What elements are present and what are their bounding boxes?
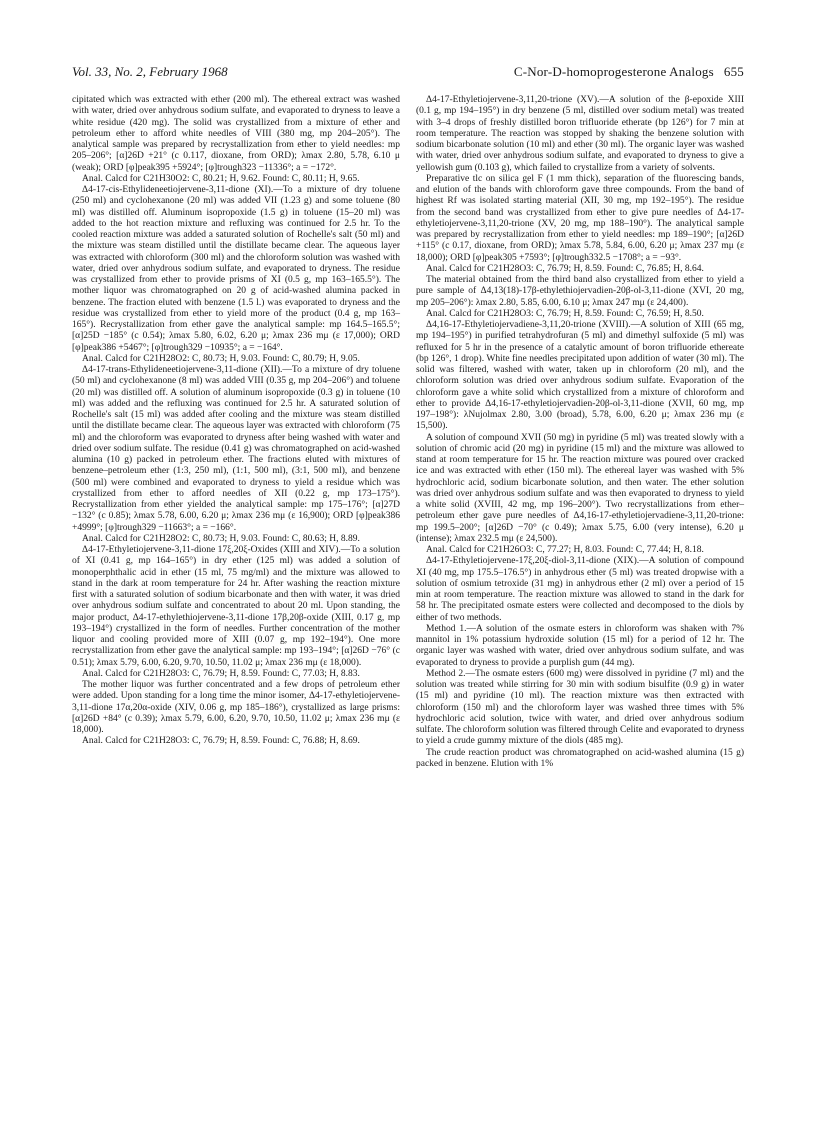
running-title: C-Nor-D-homoprogesterone Analogs	[513, 64, 714, 79]
paragraph: Anal. Calcd for C21H28O3: C, 76.79; H, 8.59. Found: C, 76.85; H, 8.64.	[426, 263, 704, 274]
page-header	[72, 64, 744, 82]
journal-citation: Vol. 33, No. 2, February 1968	[72, 64, 228, 79]
paragraph: Δ4-17-Ethyletiojervene-3,11-dione 17ξ,20ξ-Oxides (XIII and XIV).—To a solution of XI (0.41 g, mp 164–165°) in dry ether (125 ml) was added a solution of monoperphthalic acid in ether (15 ml, 75 mg/ml) and the mixture was allowed to stand in the dark at room temperature for 24 hr. After washing the reaction mixture first with a saturated solution of sodium bicarbonate and then with water, it was dried over anhydrous sodium sulfate and concentrated to about 20 ml. Upon standing, the major product, Δ4-17-ethylethiojervene-3,11-dione 17β,20β-oxide (XIII, 0.17 g, mp 193–194°) crystallized in the form of needles. Further concentration of the mother liquor and cooling provided more of XIII (0.07 g, mp 192–194°). One more recrystallization from ether gave the analytical sample: mp 193–194°; [α]26D −76° (c 0.51); λmax 5.79, 6.00, 6.20, 9.70, 10.50, 11.02 μ; λmax 236 mμ (ε 18,000).	[72, 545, 400, 668]
paragraph: Δ4-17-cis-Ethylideneetiojervene-3,11-dione (XI).—To a mixture of dry toluene (250 ml) and cyclohexanone (20 ml) was added VII (1.23 g) and some toluene (80 ml) was distilled off. Aluminum isopropoxide (1.5 g) in toluene (15–20 ml) was added to the hot reaction mixture and refluxing was continued for 2.5 hr. To the cooled reaction mixture was added a saturated solution of Rochelle's salt (50 ml) and the mixture was steam distilled until the distillate became clear. The aqueous layer was extracted with chloroform (300 ml) and the chloroform solution was washed with water, dried over anhydrous sodium sulfate, and evaporated to dryness. The residue was crystallized from ether to provide prisms of XI (0.5 g, mp 163–165.5°). The mother liquor was chromatographed on 20 g of acid-washed alumina packed in benzene. The fraction eluted with benzene (1.5 l.) was evaporated to dryness and the residue was crystallized from ether to yield more of the product (0.4 g, mp 163–165°). Recrystallization from ether gave the analytical sample: mp 164.5–165.5°; [α]25D −185° (c 0.54); λmax 5.80, 6.02, 6.20 μ; λmax 236 mμ (ε 17,000); ORD [φ]peak386 +5467°; [φ]trough329 −10935°; a = −164°.	[72, 185, 400, 353]
running-title-block	[514, 64, 744, 80]
paragraph: Method 2.—The osmate esters (600 mg) were dissolved in pyridine (7 ml) and the solution was treated while stirring for 30 min with sodium bisulfite (0.9 g) in water (15 ml) and pyridine (10 ml). The reaction mixture was then extracted with chloroform (150 ml) and the chloroform layer was washed three times with 5% hydrochloric acid solution, twice with water, and dried over anhydrous sodium sulfate. The chloroform solution was filtered through Celite and evaporated to dryness to yield a crude gummy mixture of the diols (485 mg).	[416, 668, 745, 747]
paragraph: Preparative tlc on silica gel F (1 mm thick), separation of the fluorescing bands, and elution of the bands with chloroform gave three compounds. From the band of highest Rf was isolated starting material (XII, 30 mg, mp 192–195°). The residue from the second band was crystallized from ether to give pure needles of Δ4-17-ethyletiojervene-3,11,20-trione (XV, 20 mg, mp 188–190°). The analytical sample was prepared by recrystallization from ether to yield needles: mp 189–190°; [α]26D +115° (c 0.17, dioxane, from ORD); λmax 5.78, 5.84, 6.00, 6.20 μ; λmax 237 mμ (ε 18,000); ORD [φ]peak305 +7593°; [φ]trough332.5 −1708°; a = −93°.	[416, 173, 744, 263]
paragraph: Anal. Calcd for C21H28O3: C, 76.79; H, 8.59. Found: C, 77.03; H, 8.83.	[82, 668, 360, 679]
paragraph: Anal. Calcd for C21H30O2: C, 80.21; H, 9.62. Found: C, 80.11; H, 9.65.	[82, 173, 360, 184]
right-column	[416, 95, 744, 770]
paragraph: Anal. Calcd for C21H26O3: C, 77.27; H, 8.03. Found: C, 77.44; H, 8.18.	[426, 545, 704, 555]
paragraph: Δ4,16-17-Ethyletiojervadiene-3,11,20-trione (XVIII).—A solution of XIII (65 mg, mp 194–195°) in purified tetrahydrofuran (5 ml) and dimethyl sulfoxide (5 ml) was refluxed for 5 hr in the presence of a catalytic amount of boron trifluoride ethereate (bp 126°, 1 drop). White fine needles precipitated upon addition of water (30 ml). The solid was filtered, washed with water, taken up in chloroform (20 ml), and the chloroform solution was dried over anhydrous sodium sulfate. Evaporation of the chloroform gave a white solid which crystallized from a mixture of chloroform and ether to provide Δ4,16-17-ethyletiojervadien-20β-ol-3,11-dione (XVII, 60 mg, mp 197–198°): λNujolmax 2.80, 3.00 (broad), 5.78, 6.00, 6.20 μ; λmax 236 mμ (ε 15,500).	[416, 320, 744, 432]
paragraph: Anal. Calcd for C21H28O3: C, 76.79; H, 8.59. Found: C, 76.59; H, 8.50.	[426, 308, 704, 319]
paragraph: Δ4-17-Ethyletiojervene-3,11,20-trione (XV).—A solution of the β-epoxide XIII (0.1 g, mp 194–195°) in dry benzene (5 ml, distilled over sodium metal) was treated with 3–4 drops of freshly distilled boron trifluoride etherate (bp 126°) for 7 min at room temperature. The reaction was stopped by shaking the benzene solution with sodium bicarbonate solution (10 ml) and ether (30 ml). The organic layer was washed with water, dried over anhydrous sodium sulfate, and evaporated to dryness to give a yellowish gum (0.103 g), which failed to crystallize from a variety of solvents.	[416, 95, 744, 173]
paragraph: cipitated which was extracted with ether (200 ml). The ethereal extract was washed with water, dried over anhydrous sodium sulfate, and evaporated to dryness to leave a white residue (420 mg). The solid was crystallized from a mixture of ether and petroleum ether to afford white needles of VIII (380 mg, mp 204–205°). The analytical sample was prepared by recrystallization from ether to yield needles: mp 205–206°; [α]26D +21° (c 0.117, dioxane, from ORD); λmax 2.80, 5.78, 6.10 μ (weak); ORD [φ]peak395 +5924°; [φ]trough323 −11336°; a = −172°.	[72, 95, 400, 173]
paragraph: Anal. Calcd for C21H28O2: C, 80.73; H, 9.03. Found: C, 80.63; H, 8.89.	[82, 533, 360, 544]
paragraph: Δ4-17-trans-Ethylideneetiojervene-3,11-dione (XII).—To a mixture of dry toluene (50 ml) and cyclohexanone (8 ml) was added VIII (0.35 g, mp 204–206°) and toluene (20 ml) was distilled off. A solution of aluminum isopropoxide (0.3 g) in toluene (10 ml) was added and the refluxing was continued for 2.5 hr. A saturated solution of Rochelle's salt (15 ml) was added after cooling and the mixture was steam distilled until the distillate became clear. The aqueous layer was extracted with chloroform (75 ml) and the chloroform was evaporated to dryness after being washed with water and dried over sodium sulfate. The residue (0.41 g) was chromatographed on acid-washed alumina (10 g) packed in petroleum ether. The fractions eluted with mixtures of benzene–petroleum ether (1:3, 250 ml), (1:1, 500 ml), (3:1, 500 ml), and benzene (500 ml) were combined and evaporated to dryness to yield a residue which was crystallized from ether to afford needles of XII (0.22 g, mp 173–175°). Recrystallization from ether yielded the analytical sample: mp 175–176°; [α]27D −132° (c 0.85); λmax 5.78, 6.00, 6.20 μ; λmax 236 mμ (ε 16,900); ORD [φ]peak386 +4999°; [φ]trough329 −11663°; a = −166°.	[72, 365, 400, 533]
page-number: 655	[723, 64, 744, 79]
paragraph: Anal. Calcd for C21H28O2: C, 80.73; H, 9.03. Found: C, 80.79; H, 9.05.	[82, 353, 360, 364]
left-column	[72, 95, 400, 748]
paragraph: The mother liquor was further concentrated and a few drops of petroleum ether were added. Upon standing for a long time the minor isomer, Δ4-17-ethyletiojervene-3,11-dione 17α,20α-oxide (XIV, 0.06 g, mp 185–186°), crystallized as large prisms: [α]26D +84° (c 0.39); λmax 5.79, 6.00, 6.20, 9.70, 10.50, 11.02 μ; λmax 236 mμ (ε 18,000).	[72, 680, 400, 735]
paragraph: The material obtained from the third band also crystallized from ether to yield a pure sample of Δ4,13(18)-17β-ethylethiojervadien-20β-ol-3,11-dione (XVI, 20 mg, mp 205–206°): λmax 2.80, 5.85, 6.00, 6.10 μ; λmax 247 mμ (ε 24,400).	[416, 275, 744, 308]
paragraph: The crude reaction product was chromatographed on acid-washed alumina (15 g) packed in benzene. Elution with 1%	[416, 747, 744, 769]
paragraph: Method 1.—A solution of the osmate esters in chloroform was shaken with 7% mannitol in 1% potassium hydroxide solution (15 ml) for a period of 12 hr. The organic layer was washed with water, dried over anhydrous sodium sulfate, and was evaporated to dryness to provide a purplish gum (44 mg).	[416, 623, 744, 668]
paragraph: A solution of compound XVII (50 mg) in pyridine (5 ml) was treated slowly with a solution of chromic acid (20 mg) in pyridine (15 ml) and the mixture was allowed to stand at room temperature for 15 hr. The reaction mixture was poured over cracked ice and was extracted with ether (150 ml). The ethereal layer was washed with 5% hydrochloric acid, sodium bicarbonate solution, and then water. The ether solution was dried over anhydrous sodium sulfate and was then evaporated to dryness to yield a white solid (XVIII, 42 mg, mp 196–200°). Two recrystallizations from ether–petroleum ether gave pure needles of Δ4,16-17-ethyletiojervadiene-3,11,20-trione: mp 199.5–200°; [α]26D −70° (c 0.49); λmax 5.75, 6.00 (very intense), 6.20 μ (intense); λmax 232.5 mμ (ε 24,500).	[416, 432, 744, 544]
paragraph: Anal. Calcd for C21H28O3: C, 76.79; H, 8.59. Found: C, 76.88; H, 8.69.	[82, 736, 360, 747]
paragraph: Δ4-17-Ethyletiojervene-17ξ,20ξ-diol-3,11-dione (XIX).—A solution of compound XI (40 mg, mp 175.5–176.5°) in anhydrous ether (5 ml) was treated dropwise with a solution of osmium tetroxide (31 mg) in anhydrous ether (2 ml) over a period of 15 min at room temperature. The reaction mixture was allowed to stand in the dark for 58 hr. The precipitated osmate esters were collected and decomposed to the diols by either of two methods.	[416, 556, 744, 623]
